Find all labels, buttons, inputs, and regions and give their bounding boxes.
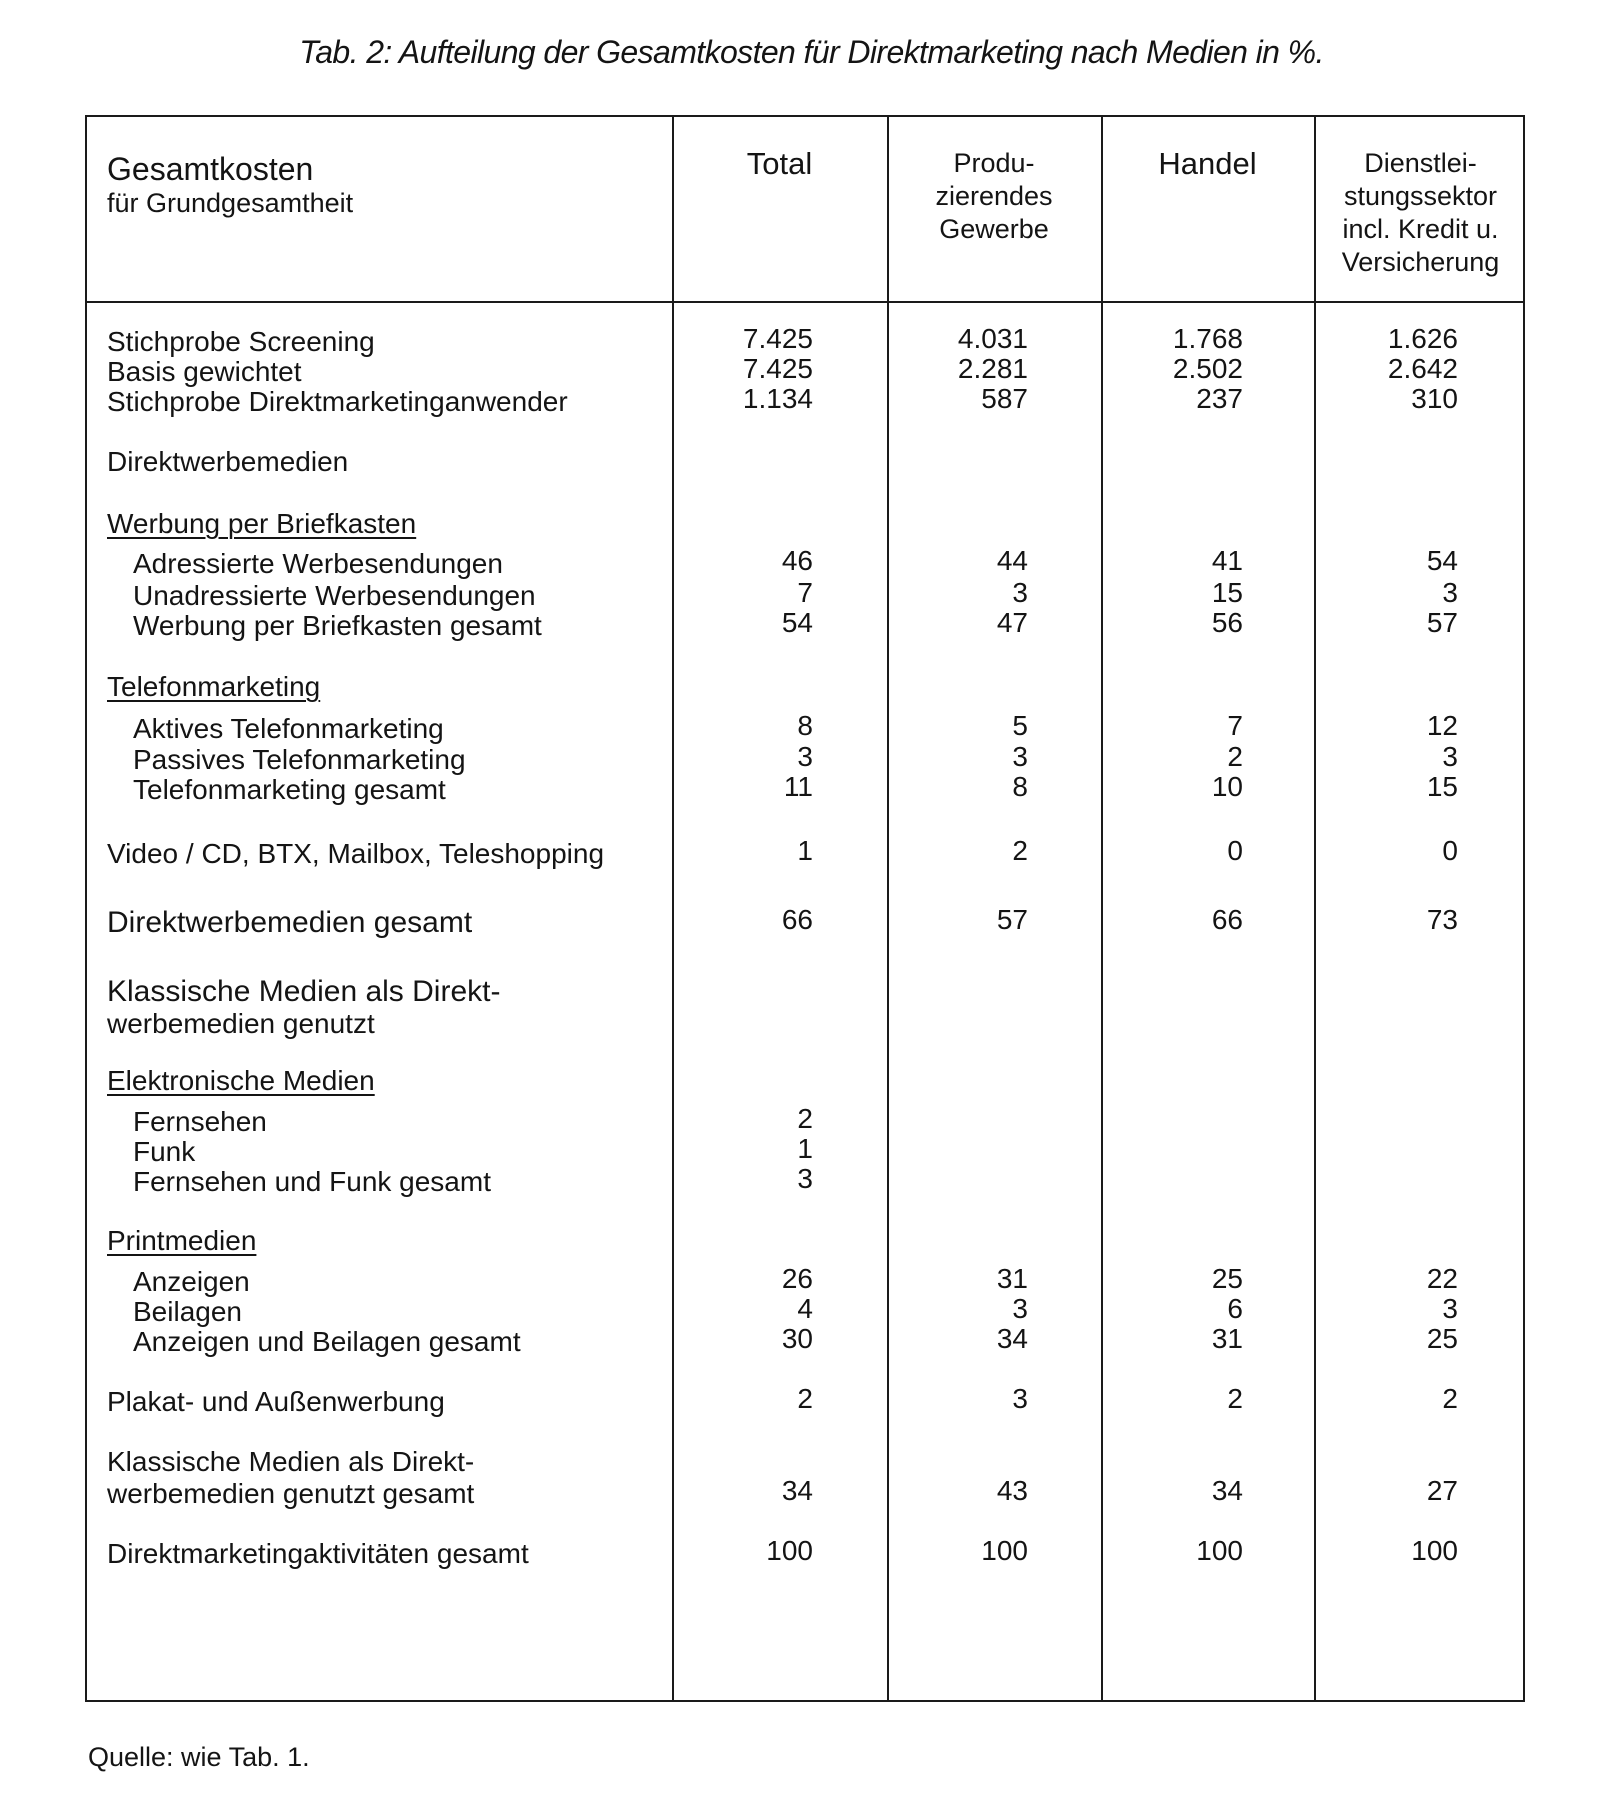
column-header-line: stungssektor [1343,181,1498,211]
table-cell-value: 47 [996,607,1028,638]
table-cell-value: 3 [1012,577,1028,608]
row-label: Klassische Medien als Direkt- [107,1446,475,1477]
row-label: Direktwerbemedien [107,446,349,477]
table-cell-value: 310 [1411,383,1458,414]
table-cell-value: 26 [781,1263,813,1294]
table-cell-value: 31 [996,1263,1028,1294]
table-cell-value: 3 [1012,741,1028,772]
table-cell-value: 25 [1426,1323,1458,1354]
row-label: Stichprobe Screening [107,326,375,357]
table-cell-value: 4 [797,1293,813,1324]
table-cell-value: 2 [797,1383,813,1414]
row-label: werbemedien genutzt [107,1008,375,1039]
column-header-line: zierendes [935,181,1053,211]
table-cell-value: 73 [1426,904,1458,935]
table-cell-value: 2 [797,1103,813,1134]
row-label: Klassische Medien als Direkt- [107,975,501,1008]
column-header-line: Gewerbe [939,214,1049,244]
table-cell-value: 2.642 [1387,353,1458,384]
table-cell-value: 7 [1227,710,1243,741]
table-cell-value: 15 [1211,577,1243,608]
table-cell-value: 34 [781,1475,813,1506]
table-cell-value: 587 [981,383,1028,414]
column-divider [1314,117,1316,1700]
table-cell-value: 22 [1426,1263,1458,1294]
table-cell-value: 34 [1211,1475,1243,1506]
table-cell-value: 66 [1211,904,1243,935]
row-label: Stichprobe Direktmarketinganwender [107,386,568,417]
table-cell-value: 2.281 [957,353,1028,384]
column-header-line: Total [746,146,813,181]
table-cell-value: 100 [766,1535,813,1566]
table-cell-value: 3 [797,741,813,772]
row-label: Anzeigen [133,1266,250,1297]
table-cell-value: 100 [981,1535,1028,1566]
table-cell-value: 2 [1227,741,1243,772]
section-heading: Printmedien [107,1225,257,1256]
table-cell-value: 15 [1426,771,1458,802]
column-header-line: Handel [1158,146,1257,181]
table-cell-value: 5 [1012,710,1028,741]
table-cell-value: 12 [1426,710,1458,741]
data-table [85,115,1525,1702]
table-cell-value: 54 [1426,545,1458,576]
table-cell-value: 1.626 [1387,323,1458,354]
table-cell-value: 237 [1196,383,1243,414]
header-label-main: Gesamtkosten [107,151,314,187]
column-header [887,147,1101,246]
section-heading: Werbung per Briefkasten [107,508,417,539]
table-cell-value: 7.425 [742,323,813,354]
row-label: Funk [133,1136,196,1167]
row-label: Anzeigen und Beilagen gesamt [133,1326,521,1357]
column-header-line: Dienstlei- [1364,148,1477,178]
table-cell-value: 2 [1012,835,1028,866]
row-label: Fernsehen und Funk gesamt [133,1166,491,1197]
table-cell-value: 1 [797,1133,813,1164]
table-cell-value: 34 [996,1323,1028,1354]
table-cell-value: 66 [781,904,813,935]
header-label-sub: für Grundgesamtheit [107,188,354,218]
source-note: Quelle: wie Tab. 1. [88,1742,310,1772]
row-label: Werbung per Briefkasten gesamt [133,610,542,641]
table-cell-value: 54 [781,607,813,638]
column-divider [1101,117,1103,1700]
table-cell-value: 11 [783,771,813,802]
column-header [1314,147,1527,279]
table-cell-value: 31 [1211,1323,1243,1354]
row-label: Passives Telefonmarketing [133,744,466,775]
table-cell-value: 3 [797,1163,813,1194]
table-cell-value: 3 [1442,741,1458,772]
table-cell-value: 27 [1426,1475,1458,1506]
row-label: Beilagen [133,1296,242,1327]
table-cell-value: 7.425 [742,353,813,384]
row-label: werbemedien genutzt gesamt [107,1478,475,1509]
section-heading: Telefonmarketing [107,671,321,702]
table-cell-value: 57 [996,904,1028,935]
row-label: Adressierte Werbesendungen [133,548,503,579]
table-cell-value: 3 [1442,577,1458,608]
table-cell-value: 7 [797,577,813,608]
row-label: Video / CD, BTX, Mailbox, Teleshopping [107,838,605,869]
table-cell-value: 0 [1227,835,1243,866]
column-header-line: incl. Kredit u. [1342,214,1499,244]
table-cell-value: 44 [996,545,1028,576]
table-cell-value: 41 [1211,545,1243,576]
table-cell-value: 25 [1211,1263,1243,1294]
table-cell-value: 43 [996,1475,1028,1506]
column-header-line: Produ- [953,148,1035,178]
table-cell-value: 1.768 [1172,323,1243,354]
row-label: Telefonmarketing gesamt [133,774,446,805]
row-label: Direktwerbemedien gesamt [107,906,473,939]
table-cell-value: 0 [1442,835,1458,866]
table-cell-value: 8 [1012,771,1028,802]
row-label: Direktmarketingaktivitäten gesamt [107,1538,529,1569]
table-cell-value: 3 [1012,1383,1028,1414]
column-divider [672,117,674,1700]
table-title: Tab. 2: Aufteilung der Gesamtkosten für Direktmarketing nach Medien in %. [299,34,1324,70]
row-label: Fernsehen [133,1106,267,1137]
table-cell-value: 30 [781,1323,813,1354]
column-header [1101,147,1314,180]
table-cell-value: 2.502 [1172,353,1243,384]
row-label: Aktives Telefonmarketing [133,713,444,744]
table-cell-value: 100 [1411,1535,1458,1566]
table-cell-value: 6 [1227,1293,1243,1324]
column-header [672,147,887,180]
table-cell-value: 4.031 [957,323,1028,354]
table-cell-value: 2 [1442,1383,1458,1414]
table-cell-value: 3 [1012,1293,1028,1324]
table-cell-value: 1 [797,835,813,866]
table-cell-value: 2 [1227,1383,1243,1414]
row-label: Unadressierte Werbesendungen [133,580,536,611]
table-cell-value: 56 [1211,607,1243,638]
column-header-line: Versicherung [1341,247,1500,277]
section-heading: Elektronische Medien [107,1065,375,1096]
table-cell-value: 46 [781,545,813,576]
table-cell-value: 57 [1426,607,1458,638]
table-cell-value: 100 [1196,1535,1243,1566]
table-cell-value: 10 [1211,771,1243,802]
header-divider [87,301,1523,303]
row-label: Basis gewichtet [107,356,302,387]
column-divider [887,117,889,1700]
table-cell-value: 1.134 [742,383,813,414]
table-cell-value: 8 [797,710,813,741]
row-label: Plakat- und Außenwerbung [107,1386,445,1417]
table-cell-value: 3 [1442,1293,1458,1324]
